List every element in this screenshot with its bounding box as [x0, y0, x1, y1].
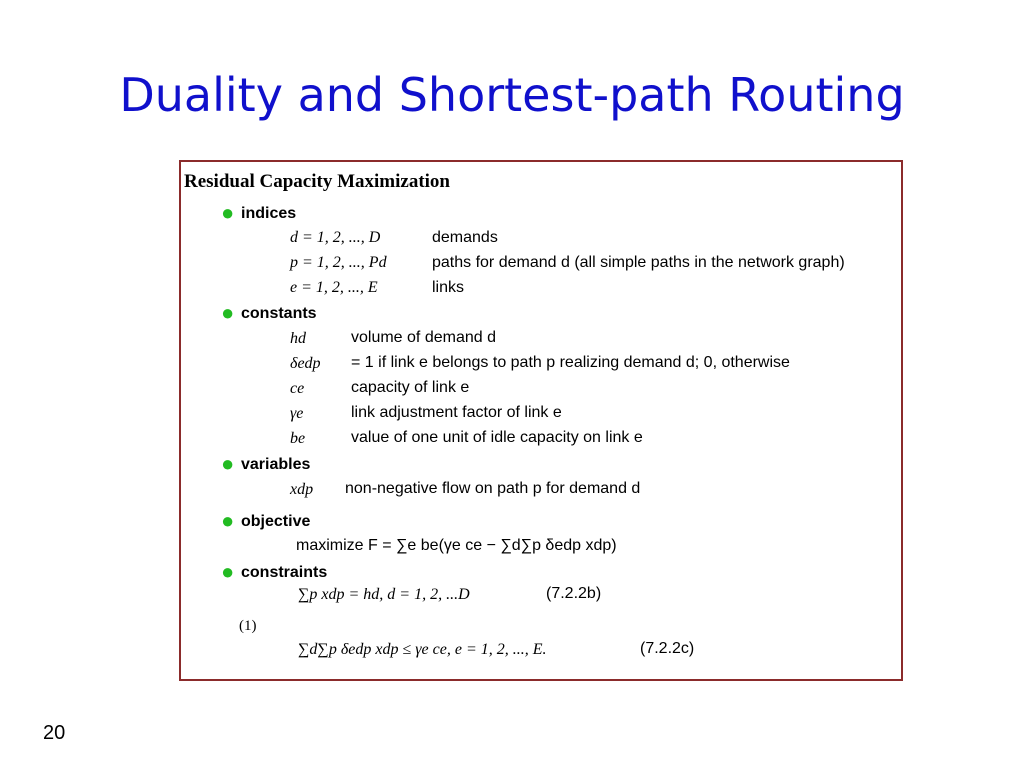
- section-constants: constants: [241, 305, 317, 322]
- section-constraints: constraints: [241, 564, 328, 581]
- section-indices: indices: [241, 205, 297, 222]
- index-p-desc: paths for demand d (all simple paths in the network graph): [432, 254, 845, 271]
- index-d-desc: demands: [432, 229, 498, 246]
- const-gamma-desc: link adjustment factor of link e: [351, 404, 562, 421]
- const-gamma-expr: γe: [290, 405, 304, 422]
- const-c-expr: ce: [290, 380, 305, 397]
- const-h-expr: hd: [290, 330, 306, 347]
- bullet-icon: ●: [221, 451, 235, 476]
- bullet-icon: ●: [221, 200, 235, 225]
- objective-formula: maximize F = ∑e be(γe ce − ∑d∑p δedp xdp): [296, 537, 617, 554]
- index-e-expr: e = 1, 2, ..., E: [290, 279, 378, 296]
- constraint-marker: (1): [239, 618, 257, 634]
- index-e-desc: links: [432, 279, 465, 296]
- constraint-1-expr: ∑p xdp = hd, d = 1, 2, ...D: [298, 586, 470, 603]
- bullet-icon: ●: [221, 559, 235, 584]
- box-heading: Residual Capacity Maximization: [184, 171, 450, 192]
- var-x-expr: xdp: [290, 481, 314, 498]
- const-b-desc: value of one unit of idle capacity on link e: [351, 429, 643, 446]
- constraint-2-expr: ∑d∑p δedp xdp ≤ γe ce, e = 1, 2, ..., E.: [298, 641, 547, 658]
- bullet-icon: ●: [221, 300, 235, 325]
- const-c-desc: capacity of link e: [351, 379, 470, 396]
- constraint-1-ref: (7.2.2b): [546, 585, 602, 602]
- section-objective: objective: [241, 513, 311, 530]
- const-h-desc: volume of demand d: [351, 329, 496, 346]
- var-x-desc: non-negative flow on path p for demand d: [345, 480, 641, 497]
- index-p-expr: p = 1, 2, ..., Pd: [290, 254, 387, 271]
- slide-title: Duality and Shortest-path Routing: [119, 68, 905, 122]
- const-b-expr: be: [290, 430, 306, 447]
- const-delta-desc: = 1 if link e belongs to path p realizing demand d; 0, otherwise: [351, 354, 790, 371]
- bullet-icon: ●: [221, 508, 235, 533]
- slide-number: 20: [43, 722, 66, 744]
- index-d-expr: d = 1, 2, ..., D: [290, 229, 381, 246]
- section-variables: variables: [241, 456, 311, 473]
- const-delta-expr: δedp: [290, 355, 321, 372]
- constraint-2-ref: (7.2.2c): [640, 640, 695, 657]
